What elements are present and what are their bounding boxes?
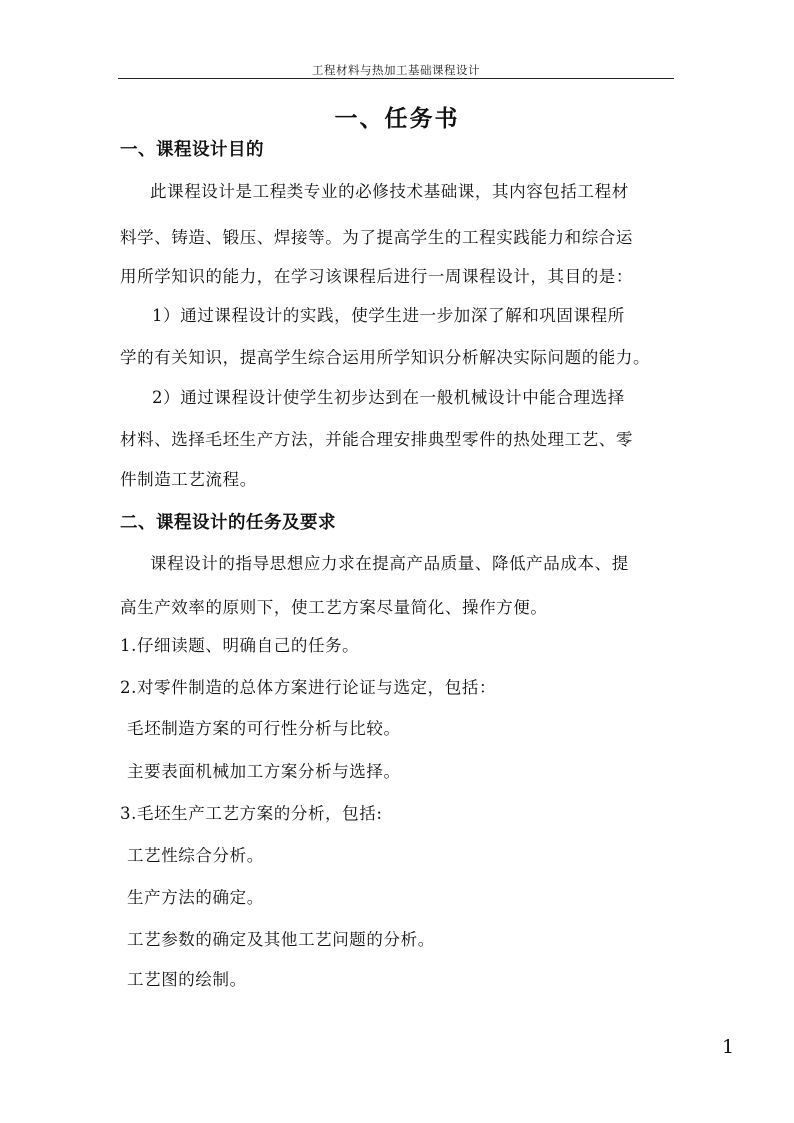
list-item: 1.仔细读题、明确自己的任务。 [120,636,360,655]
sub-item: 工艺图的绘制。 [127,970,247,989]
page-number: 1 [722,1036,735,1058]
paragraph-line: 用所学知识的能力，在学习该课程后进行一周课程设计，其目的是： [120,267,633,286]
list-item: 2.对零件制造的总体方案进行论证与选定，包括： [120,678,497,697]
paragraph-line: 课程设计的指导思想应力求在提高产品质量、降低产品成本、提 [150,554,629,573]
section-heading-tasks: 二、课程设计的任务及要求 [120,513,336,533]
sub-item: 工艺参数的确定及其他工艺问题的分析。 [127,930,435,949]
section-heading-purpose: 一、课程设计目的 [120,140,264,160]
document-title: 一、任务书 [334,105,460,132]
sub-item: 生产方法的确定。 [127,888,264,907]
sub-item: 主要表面机械加工方案分析与选择。 [127,762,401,781]
sub-item: 工艺性综合分析。 [127,846,264,865]
paragraph-line: 2）通过课程设计使学生初步达到在一般机械设计中能合理选择 [152,388,625,407]
header-rule [118,78,674,79]
paragraph-line: 材料、选择毛坯生产方法，并能合理安排典型零件的热处理工艺、零 [120,430,633,449]
paragraph-line: 料学、铸造、锻压、焊接等。为了提高学生的工程实践能力和综合运 [120,228,633,247]
paragraph-line: 1）通过课程设计的实践，使学生进一步加深了解和巩固课程所 [152,306,625,325]
paragraph-line: 此课程设计是工程类专业的必修技术基础课，其内容包括工程材 [150,182,629,201]
sub-item: 毛坯制造方案的可行性分析与比较。 [127,719,401,738]
list-item: 3.毛坯生产工艺方案的分析，包括: [120,804,383,823]
paragraph-line: 高生产效率的原则下，使工艺方案尽量简化、操作方便。 [120,598,548,617]
running-header: 工程材料与热加工基础课程设计 [312,63,480,77]
paragraph-line: 学的有关知识，提高学生综合运用所学知识分析解决实际问题的能力。 [120,348,651,367]
paragraph-line: 件制造工艺流程。 [120,470,257,489]
